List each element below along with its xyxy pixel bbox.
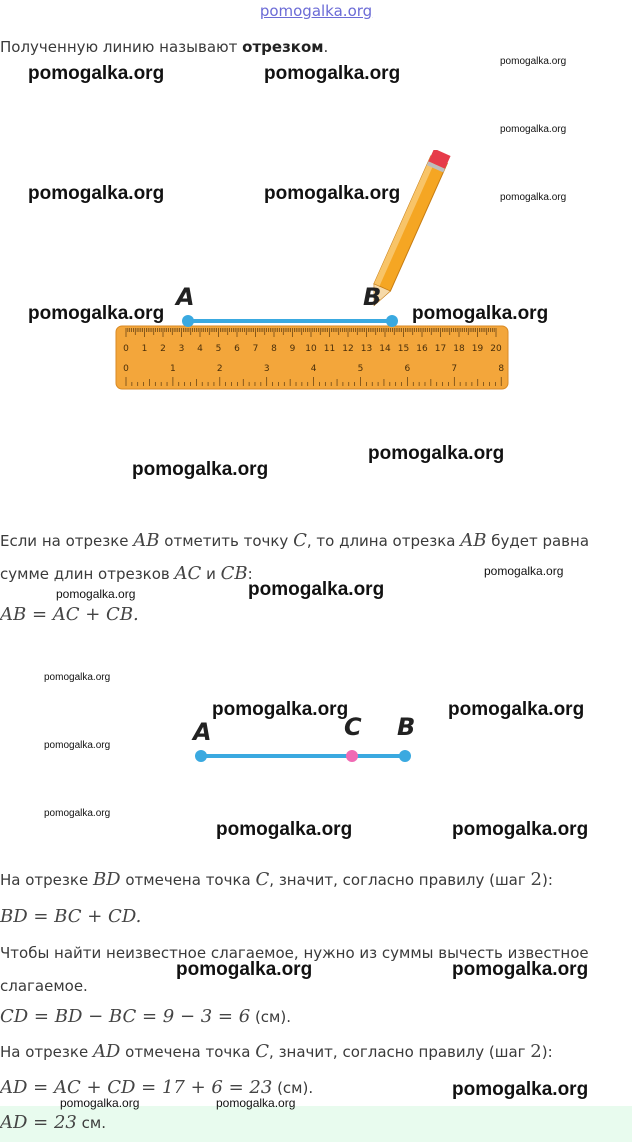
point-a-2 [195,750,207,762]
watermark: pomogalka.org [28,303,165,324]
label-c: C [344,713,362,741]
watermark: pomogalka.org [368,443,505,464]
ruler-cm-label: 13 [360,344,373,354]
ruler-cm-label: 17 [434,344,447,354]
ruler-cm-label: 20 [490,344,502,354]
watermark: pomogalka.org [56,587,136,601]
watermark: pomogalka.org [44,740,111,751]
ruler-inch-label: 2 [216,364,223,374]
rule-formula: AB = AC + CB. [0,604,139,625]
ruler-cm-label: 1 [141,344,148,354]
watermark: pomogalka.org [216,1096,296,1110]
ruler-inch-label: 3 [263,364,270,374]
watermark: pomogalka.org [44,808,111,819]
watermark: pomogalka.org [212,699,349,720]
intro-text [0,38,328,56]
intro-text-before: Полученную линию называют [0,38,243,56]
point-b-2 [399,750,411,762]
ruler-inch-label: 8 [498,364,505,374]
intro-text-after: . [323,38,329,56]
ruler-cm-label: 0 [123,344,129,354]
ruler-cm-label: 3 [178,344,185,354]
watermark: pomogalka.org [452,959,589,980]
ruler-cm-label: 6 [234,344,240,354]
ruler-inch-label: 1 [170,364,176,374]
watermark: pomogalka.org [216,819,353,840]
ruler-cm-label: 14 [379,344,391,354]
ruler-cm-label: 8 [271,344,277,354]
watermark: pomogalka.org [412,303,549,324]
explain-line-1: Чтобы найти неизвестное слагаемое, нужно из суммы вычесть известное [0,944,589,962]
ruler-cm-label: 5 [215,344,222,354]
ruler-cm-label: 16 [416,344,428,354]
label-a-2: A [193,718,212,746]
calc2-unit: (см). [272,1079,314,1097]
ruler-cm-label: 12 [342,344,354,354]
ruler-inch-label: 4 [310,364,317,374]
step2-text: На отрезке AD отмечена точка C, значит, согласно правилу (шаг 2): [0,1041,553,1062]
ruler-cm-label: 7 [252,344,259,354]
rule-line-2: сумме длин отрезков AC и CB: [0,563,253,584]
ruler-cm-label: 18 [453,344,465,354]
step1-text: На отрезке BD отмечена точка C, значит, согласно правилу (шаг 2): [0,869,553,890]
intro-term-bold: отрезком [242,38,324,56]
watermark: pomogalka.org [264,183,401,204]
watermark: pomogalka.org [500,56,567,67]
watermark: pomogalka.org [28,183,165,204]
calc1-line [0,1006,291,1027]
ruler-inch-label: 6 [404,364,411,374]
ruler-inch-label: 7 [451,364,458,374]
calc2-formula: AD = AC + CD = 17 + 6 = 23 [0,1077,273,1098]
label-a: A [176,283,195,311]
ruler-cm-label: 10 [305,344,317,354]
watermark: pomogalka.org [176,959,313,980]
calc1-formula: CD = BD − BC = 9 − 3 = 6 [0,1006,251,1027]
point-a [182,315,194,327]
watermark: pomogalka.org [500,192,567,203]
answer-line [0,1112,106,1133]
step1-formula: BD = BC + CD. [0,906,142,927]
ruler-cm-label: 2 [160,344,166,354]
watermark: pomogalka.org [264,63,401,84]
watermark: pomogalka.org [452,819,589,840]
calc1-unit: (см). [250,1008,291,1026]
ruler-cm-label: 4 [197,344,203,354]
rule-line-1: Если на отрезке AB отметить точку C, то длина отрезка AB будет равна [0,530,590,551]
watermark: pomogalka.org [452,1079,589,1100]
watermark: pomogalka.org [44,672,111,683]
point-b [386,315,398,327]
watermark: pomogalka.org [248,579,385,600]
point-c [346,750,358,762]
ruler-cm-label: 11 [323,344,336,354]
answer-unit: см. [76,1114,106,1132]
ruler-cm-label: 9 [289,344,296,354]
watermark: pomogalka.org [60,1096,140,1110]
ruler-inch-label: 5 [357,364,364,374]
calc2-line [0,1077,313,1098]
ruler-cm-label: 15 [397,344,410,354]
label-b-2: B [397,713,416,741]
explain-line-2: слагаемое. [0,977,88,995]
ruler-cm-label: 19 [471,344,484,354]
watermark: pomogalka.org [448,699,585,720]
watermark: pomogalka.org [132,459,269,480]
site-header-link[interactable]: pomogalka.org [259,2,373,20]
ruler-body [116,326,508,389]
answer-formula: AD = 23 [0,1112,77,1133]
label-b: B [363,283,382,311]
ruler-inch-label: 0 [123,364,129,374]
watermark: pomogalka.org [500,124,567,135]
watermark: pomogalka.org [484,564,564,578]
watermark: pomogalka.org [28,63,165,84]
